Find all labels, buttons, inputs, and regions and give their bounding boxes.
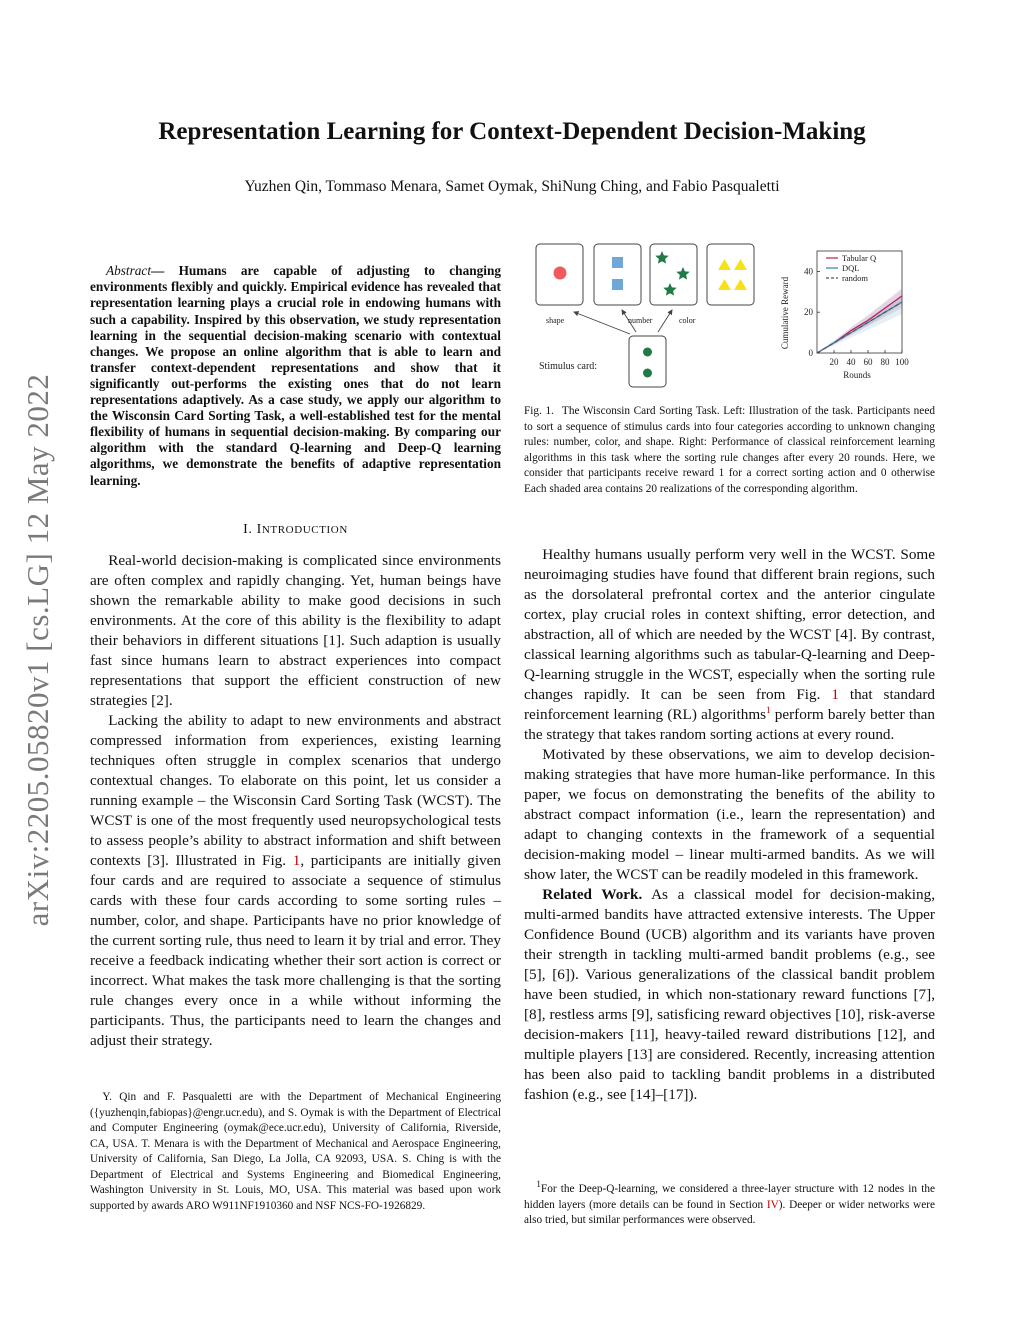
related-work-heading: Related Work. bbox=[542, 886, 643, 903]
arrow-to-shape bbox=[574, 312, 630, 334]
right-column-body bbox=[524, 545, 935, 1105]
abstract-text: — Humans are capable of adjusting to changing environments flexibly and quickly. Empirical evidence has revealed that representation learning plays a crucial role in endowing humans with such a capability. Inspired by this observation, we study representation learning in the sequential decision-making scenario with contextual changes. We propose an online algorithm that is able to learn and transfer context-dependent representations and show that it significantly out-performs the existing ones that do not learn representations adaptively. As a case study, we apply our algorithm to the Wisconsin Card Sorting Task, a well-established test for the mental flexibility of humans in sequential decision-making. By comparing our algorithm with the standard Q-learning and Deep-Q learning algorithms, we demonstrate the benefits of adaptive representation learning. bbox=[90, 263, 501, 488]
section-title-rest: NTRODUCTION bbox=[261, 524, 348, 536]
paragraph-text: Lacking the ability to adapt to new environments and abstract compressed information from experiences, existing learning techniques often struggle in complex scenarios that undergo contextual changes. To elaborate on this point, let us consider a running example – the Wisconsin Card Sorting Task (WCST). The WCST is one of the most frequently used neuropsychological tests to assess people’s ability to abstract information and shift between contexts [3]. Illustrated in Fig. bbox=[90, 712, 501, 869]
left-column-body bbox=[90, 551, 501, 1051]
section-reference-link[interactable]: IV bbox=[766, 1198, 779, 1211]
shaded-band-dql bbox=[817, 290, 902, 353]
x-tick-label: 100 bbox=[895, 357, 909, 367]
figure-caption bbox=[524, 404, 935, 498]
paragraph-text: , participants are initially given four cards and are required to associate a sequence of stimulus cards with these four cards according to some sorting rules – number, color, and shape. Participants have no prior knowledge of the current sorting rule, thus need to learn it by trial and error. They receive a feedback indicating whether their sort action is correct or incorrect. What makes the task more challenging is that the sorting rule changes every once in a while without informing the participants. Thus, the participants need to learn the changes and adjust their strategy. bbox=[90, 852, 502, 1049]
red-circle-icon bbox=[554, 267, 567, 280]
stimulus-card bbox=[629, 336, 666, 387]
label-shape: shape bbox=[546, 316, 565, 325]
green-circle-icon bbox=[643, 348, 652, 357]
footnote-text: ). Deeper or wider networks were also tried, but similar performances were observed. bbox=[524, 1198, 935, 1226]
paragraph bbox=[90, 711, 501, 1051]
y-tick-label: 20 bbox=[804, 307, 813, 318]
y-tick-label: 0 bbox=[808, 348, 813, 358]
label-color: color bbox=[679, 316, 696, 325]
reference-card-4 bbox=[707, 244, 754, 305]
paragraph-text: As a classical model for decision-making, multi-armed bandits have attracted extensive interests. The Upper Confidence Bound (UCB) algorithm and its variants have proven their strength in tackling multi-armed bandit problems (e.g., see [5], [6]). Various generalizations of the classical bandit problem have been studied, in which non-stationary reward functions [7], [8], restless arms [9], satisficing reward objectives [10], risk-averse decision-makers [11], heavy-tailed reward distributions [12], and multiple players [13] are considered. Recently, increasing attention has been also paid to tackling bandit problems in a distributed fashion (e.g., see [14]–[17]). bbox=[524, 886, 936, 1103]
plot-marks bbox=[804, 251, 909, 367]
affiliation-footnote: Y. Qin and F. Pasqualetti are with the Department of Mechanical Engineering ({yuzhenqin,fabiopas}@engr.ucr.edu), and S. Oymak is with the Department of Electrical and Computer Engineering (oymak@ece.ucr.edu), University of California, Riverside, CA, USA. T. Menara is with the Department of Mechanical and Aerospace Engineering, University of California, San Diego, La Jolla, CA 92093, USA. S. Ching is with the Department of Electrical and Systems Engineering and Biomedical Engineering, Washington University in St. Louis, MO, USA. This material was based upon work supported by awards ARO W911NF1910360 and NSF NCS-FO-1926829. bbox=[90, 1091, 501, 1212]
green-circle-icon bbox=[643, 369, 652, 378]
label-number: number bbox=[628, 316, 653, 325]
blue-square-icon bbox=[612, 279, 623, 290]
x-tick-label: 20 bbox=[829, 357, 839, 367]
footnote-text: For the Deep-Q-learning, we considered a three-layer structure with 12 nodes in the hidden layers (more details can be found in Section bbox=[524, 1183, 935, 1211]
reference-card-2 bbox=[594, 244, 641, 305]
section-heading-introduction bbox=[90, 522, 501, 538]
series-line-random bbox=[817, 302, 902, 353]
shaded-band-tabular-q bbox=[817, 288, 902, 353]
arxiv-stamp: arXiv:2205.05820v1 [cs.LG] 12 May 2022 bbox=[20, 373, 55, 927]
paragraph-text: perform barely better than the strategy that takes random sorting actions at every round. bbox=[524, 706, 935, 743]
x-tick-label: 40 bbox=[846, 357, 856, 367]
x-tick-label: 60 bbox=[863, 357, 873, 367]
dql-footnote bbox=[524, 1179, 935, 1229]
paragraph-text: that standard reinforcement learning (RL) algorithms bbox=[524, 686, 935, 723]
y-tick-label: 40 bbox=[804, 266, 813, 277]
paragraph-text: Healthy humans usually perform very well in the WCST. Some neuroimaging studies have found that different brain regions, such as the dorsolateral prefrontal cortex and the anterior cingulate cortex, play crucial roles in context shifting, error detection, and abstraction, all of which are needed by the WCST [4]. By contrast, classical learning algorithms such as tabular-Q-learning and Deep-Q-learning struggle in the WCST, especially when the sorting rule changes rapidly. It can be seen from Fig. bbox=[524, 546, 935, 703]
reference-card-3 bbox=[650, 244, 697, 305]
wcst-illustration bbox=[536, 244, 754, 387]
figure-reference-link[interactable]: 1 bbox=[292, 852, 301, 869]
abstract-lead: Abstract bbox=[105, 263, 152, 279]
figure-wcst bbox=[532, 238, 936, 398]
x-tick-label: 80 bbox=[880, 357, 890, 367]
blue-square-icon bbox=[612, 257, 623, 268]
footnote-marker-link[interactable]: 1 bbox=[766, 704, 771, 715]
figure-caption-tag: Fig. 1. bbox=[524, 405, 554, 417]
section-title-initial: I bbox=[256, 522, 262, 537]
legend-label: random bbox=[842, 273, 868, 283]
paper-title: Representation Learning for Context-Dependent Decision-Making bbox=[158, 118, 866, 145]
x-axis-label: Rounds bbox=[843, 370, 871, 380]
legend-label: DQL bbox=[842, 263, 860, 273]
y-axis-label: Cumulative Reward bbox=[780, 276, 790, 350]
paragraph: Real-world decision-making is complicated since environments are often complex and rapidly changing. Yet, human beings have shown the remarkable ability to make good decisions in such environments. At the core of this ability is the flexibility to adapt their behaviors in different situations [1]. Such adaption is usually fast since humans learn to abstract experiences into compact representations that support the efficient construction of new strategies [2]. bbox=[90, 552, 501, 709]
paragraph: Motivated by these observations, we aim to develop decision-making strategies that have more human-like performance. In this paper, we focus on demonstrating the benefits of the ability to abstract compact information (i.e., learn the representation) and adapt to changing contexts in the framework of a sequential decision-making model – linear multi-armed bandits. As we will show later, the WCST can be readily modeled in this framework. bbox=[524, 746, 935, 883]
legend-label: Tabular Q bbox=[842, 253, 877, 263]
author-list: Yuzhen Qin, Tommaso Menara, Samet Oymak, ShiNung Ching, and Fabio Pasqualetti bbox=[244, 178, 780, 195]
abstract bbox=[90, 263, 501, 488]
figure-caption-text: The Wisconsin Card Sorting Task. Left: Illustration of the task. Participants need to sort a sequence of stimulus cards into four categories according to unknown changing rules: number, color, and shape. Right: Performance of classical reinforcement learning algorithms in this task where the sorting rule changes after every 20 rounds. Here, we consider that participants receive reward 1 for a correct sorting action and 0 otherwise Each shaded area contains 20 realizations of the corresponding algorithm. bbox=[524, 405, 935, 495]
paragraph bbox=[524, 885, 935, 1105]
section-number: I. bbox=[243, 522, 253, 537]
cumulative-reward-plot bbox=[780, 251, 909, 380]
arrow-to-color bbox=[658, 310, 672, 332]
footnote-number: 1 bbox=[536, 1179, 541, 1190]
label-stimulus-card: Stimulus card: bbox=[539, 361, 598, 372]
paragraph bbox=[524, 545, 935, 745]
figure-reference-link[interactable]: 1 bbox=[831, 686, 839, 703]
